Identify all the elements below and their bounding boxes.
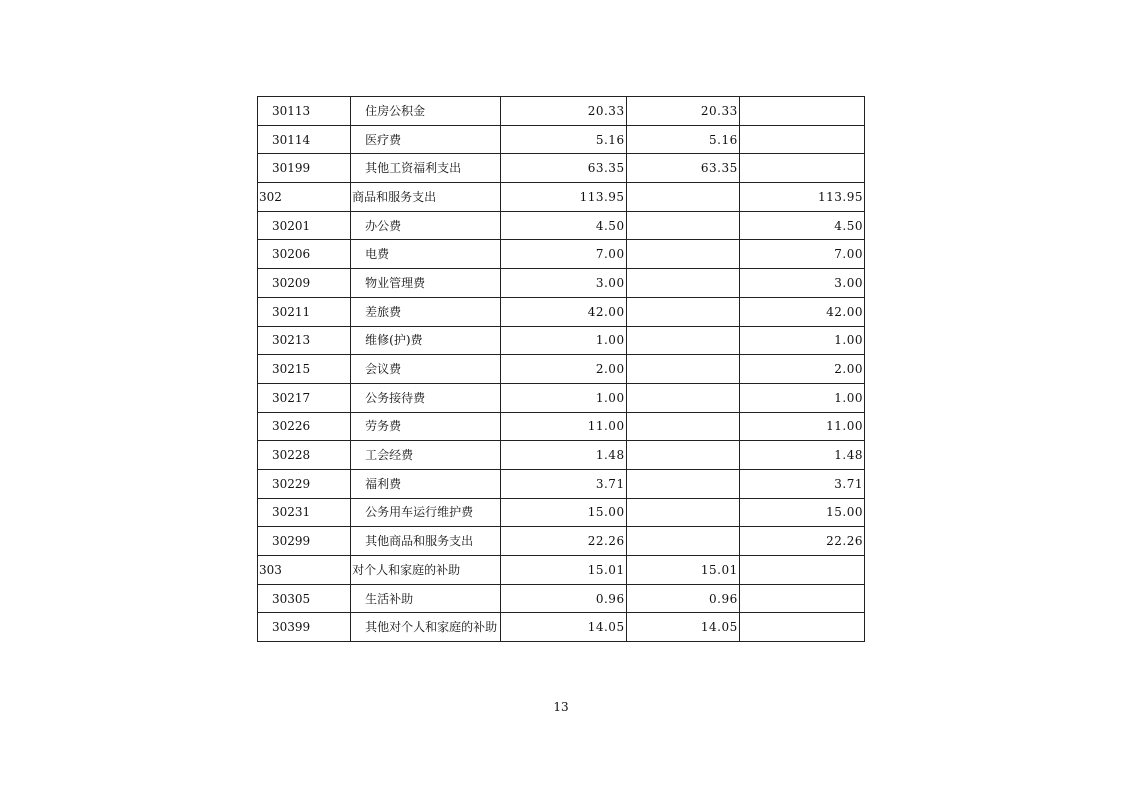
basic-expenditure-cell [626, 383, 739, 412]
account-name-cell: 其他对个人和家庭的补助 [351, 613, 501, 642]
account-code-cell: 30226 [258, 412, 351, 441]
basic-expenditure-cell: 14.05 [626, 613, 739, 642]
basic-expenditure-cell: 15.01 [626, 556, 739, 585]
account-code-cell: 30215 [258, 355, 351, 384]
account-name-cell: 差旅费 [351, 297, 501, 326]
account-code-cell: 30209 [258, 269, 351, 298]
project-expenditure-cell: 1.00 [739, 326, 864, 355]
basic-expenditure-cell [626, 183, 739, 212]
account-name-cell: 办公费 [351, 211, 501, 240]
basic-expenditure-cell [626, 240, 739, 269]
table-row [258, 297, 865, 326]
total-amount-cell: 63.35 [501, 154, 626, 183]
total-amount-cell: 3.71 [501, 469, 626, 498]
basic-expenditure-cell [626, 441, 739, 470]
total-amount-cell: 22.26 [501, 527, 626, 556]
account-name-cell: 住房公积金 [351, 97, 501, 126]
account-name-cell: 公务用车运行维护费 [351, 498, 501, 527]
account-code-cell: 30399 [258, 613, 351, 642]
table-row [258, 183, 865, 212]
account-name-cell: 公务接待费 [351, 383, 501, 412]
account-code-cell: 30114 [258, 125, 351, 154]
project-expenditure-cell: 1.00 [739, 383, 864, 412]
table-row [258, 527, 865, 556]
total-amount-cell: 0.96 [501, 584, 626, 613]
project-expenditure-cell: 15.00 [739, 498, 864, 527]
project-expenditure-cell [739, 556, 864, 585]
table-row [258, 125, 865, 154]
account-code-cell: 30229 [258, 469, 351, 498]
account-code-cell: 30213 [258, 326, 351, 355]
account-name-cell: 其他工资福利支出 [351, 154, 501, 183]
total-amount-cell: 14.05 [501, 613, 626, 642]
project-expenditure-cell [739, 125, 864, 154]
account-code-cell: 30217 [258, 383, 351, 412]
project-expenditure-cell: 11.00 [739, 412, 864, 441]
basic-expenditure-cell [626, 469, 739, 498]
total-amount-cell: 3.00 [501, 269, 626, 298]
project-expenditure-cell: 42.00 [739, 297, 864, 326]
account-name-cell: 医疗费 [351, 125, 501, 154]
table-row [258, 240, 865, 269]
basic-expenditure-cell: 63.35 [626, 154, 739, 183]
basic-expenditure-cell: 20.33 [626, 97, 739, 126]
table-row [258, 412, 865, 441]
table-row [258, 556, 865, 585]
account-code-cell: 30231 [258, 498, 351, 527]
account-name-cell: 劳务费 [351, 412, 501, 441]
table-row [258, 383, 865, 412]
budget-table [257, 96, 865, 642]
total-amount-cell: 20.33 [501, 97, 626, 126]
total-amount-cell: 11.00 [501, 412, 626, 441]
table-row [258, 211, 865, 240]
table-row [258, 326, 865, 355]
account-name-cell: 会议费 [351, 355, 501, 384]
account-name-cell: 物业管理费 [351, 269, 501, 298]
basic-expenditure-cell [626, 412, 739, 441]
project-expenditure-cell: 4.50 [739, 211, 864, 240]
basic-expenditure-cell [626, 211, 739, 240]
total-amount-cell: 1.48 [501, 441, 626, 470]
basic-expenditure-cell [626, 326, 739, 355]
project-expenditure-cell: 113.95 [739, 183, 864, 212]
project-expenditure-cell: 7.00 [739, 240, 864, 269]
table-body [258, 97, 865, 642]
account-code-cell: 30228 [258, 441, 351, 470]
total-amount-cell: 113.95 [501, 183, 626, 212]
account-name-cell: 对个人和家庭的补助 [351, 556, 501, 585]
account-name-cell: 维修(护)费 [351, 326, 501, 355]
table-row [258, 498, 865, 527]
table-row [258, 441, 865, 470]
total-amount-cell: 15.01 [501, 556, 626, 585]
basic-expenditure-cell [626, 269, 739, 298]
total-amount-cell: 42.00 [501, 297, 626, 326]
account-name-cell: 其他商品和服务支出 [351, 527, 501, 556]
account-code-cell: 30199 [258, 154, 351, 183]
project-expenditure-cell: 2.00 [739, 355, 864, 384]
table-row [258, 97, 865, 126]
project-expenditure-cell: 3.71 [739, 469, 864, 498]
total-amount-cell: 5.16 [501, 125, 626, 154]
project-expenditure-cell [739, 584, 864, 613]
account-code-cell: 30211 [258, 297, 351, 326]
account-code-cell: 303 [258, 556, 351, 585]
account-name-cell: 电费 [351, 240, 501, 269]
basic-expenditure-cell: 5.16 [626, 125, 739, 154]
project-expenditure-cell: 22.26 [739, 527, 864, 556]
project-expenditure-cell: 3.00 [739, 269, 864, 298]
total-amount-cell: 15.00 [501, 498, 626, 527]
account-code-cell: 30206 [258, 240, 351, 269]
account-name-cell: 福利费 [351, 469, 501, 498]
table-row [258, 355, 865, 384]
project-expenditure-cell: 1.48 [739, 441, 864, 470]
total-amount-cell: 1.00 [501, 383, 626, 412]
basic-expenditure-cell [626, 297, 739, 326]
account-name-cell: 工会经费 [351, 441, 501, 470]
basic-expenditure-cell: 0.96 [626, 584, 739, 613]
account-code-cell: 302 [258, 183, 351, 212]
account-code-cell: 30113 [258, 97, 351, 126]
account-name-cell: 商品和服务支出 [351, 183, 501, 212]
table-row [258, 469, 865, 498]
total-amount-cell: 1.00 [501, 326, 626, 355]
project-expenditure-cell [739, 97, 864, 126]
page-number: 13 [553, 700, 569, 714]
account-code-cell: 30299 [258, 527, 351, 556]
account-code-cell: 30305 [258, 584, 351, 613]
total-amount-cell: 2.00 [501, 355, 626, 384]
account-code-cell: 30201 [258, 211, 351, 240]
project-expenditure-cell [739, 154, 864, 183]
basic-expenditure-cell [626, 527, 739, 556]
basic-expenditure-cell [626, 498, 739, 527]
table-row [258, 154, 865, 183]
project-expenditure-cell [739, 613, 864, 642]
basic-expenditure-cell [626, 355, 739, 384]
table-row [258, 269, 865, 298]
total-amount-cell: 4.50 [501, 211, 626, 240]
account-name-cell: 生活补助 [351, 584, 501, 613]
table-row [258, 584, 865, 613]
table-row [258, 613, 865, 642]
total-amount-cell: 7.00 [501, 240, 626, 269]
